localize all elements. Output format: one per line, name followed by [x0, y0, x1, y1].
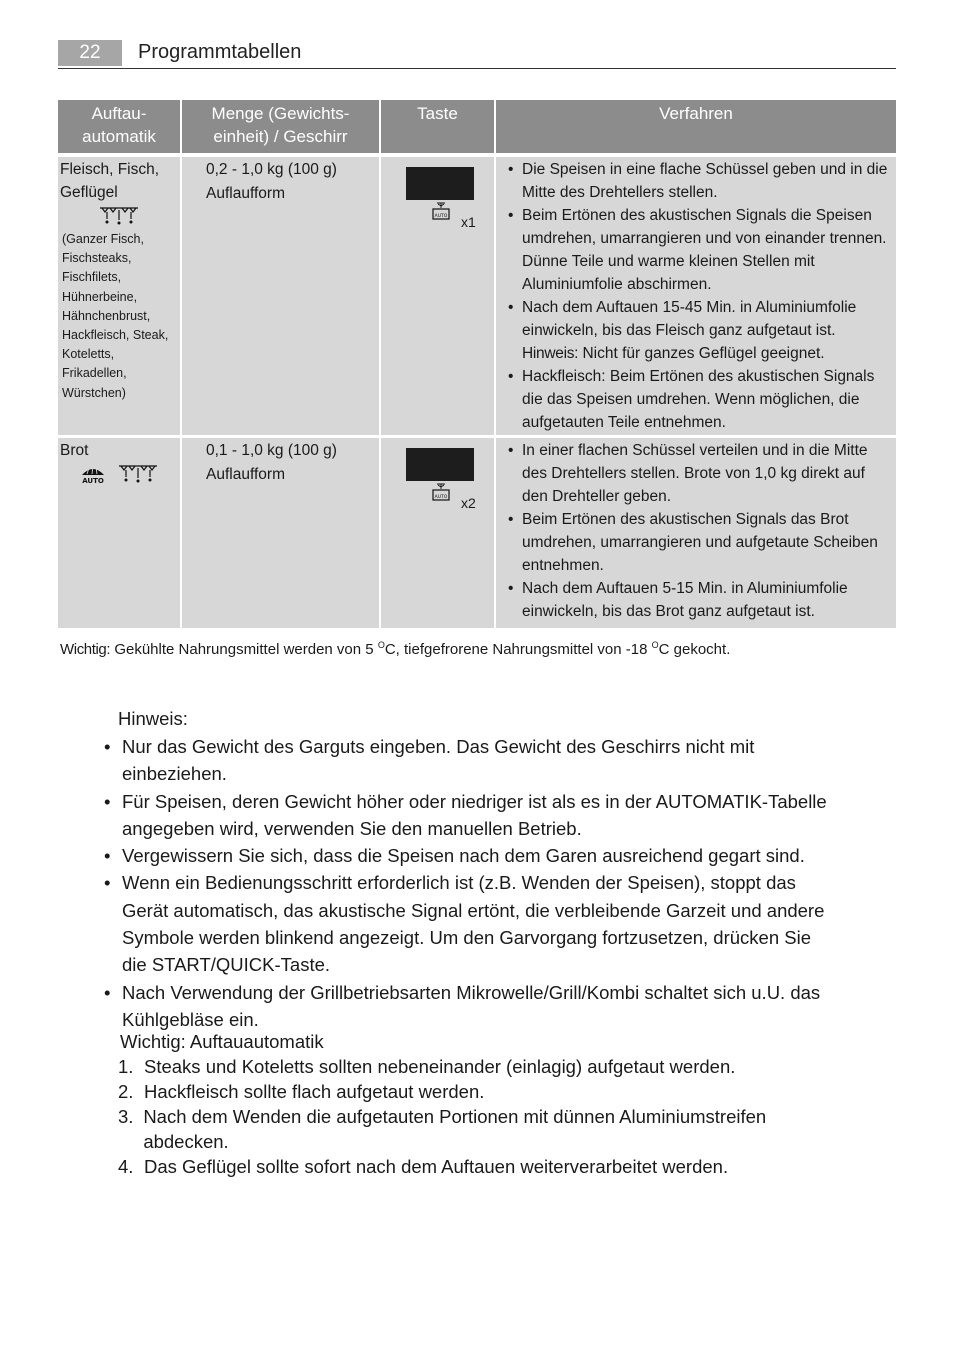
step-text: Nach dem Wenden die aufgetauten Portionen mit dünnen Aluminiumstreifen abdecken.: [143, 1106, 767, 1152]
table-header-row: [58, 100, 896, 153]
icon-row: [58, 462, 180, 484]
list-item: • Nach dem Auftauen 5-15 Min. in Aluminiumfolie einwickeln, bis das Brot ganz aufgetaut ist.: [506, 577, 892, 623]
header-menge: Menge (Gewichts- einheit) / Geschirr: [182, 100, 381, 153]
list-item: • Beim Ertönen des akustischen Signals das Brot umdrehen, umarrangieren und aufgetaute Scheiben entnehmen.: [506, 508, 892, 577]
menge-weight: 0,1 - 1,0 kg (100 g): [206, 442, 337, 459]
degree-sup: O: [377, 640, 385, 650]
svg-text:AUTO: AUTO: [434, 214, 448, 219]
degree-sup: O: [651, 640, 659, 650]
display-icon: [406, 167, 474, 200]
verfahren-list: [496, 157, 896, 434]
step-number: 2.: [118, 1081, 134, 1102]
wichtig-steps: [118, 1054, 838, 1179]
step-text: Das Geflügel sollte sofort nach dem Auftauen weiterverarbeitet werden.: [144, 1156, 729, 1177]
step-text: Hackfleisch sollte flach aufgetaut werden.: [144, 1081, 485, 1102]
auto-defrost-key-icon: [431, 482, 451, 502]
taste-cell: [381, 157, 496, 435]
header-auftauautomatik: Auftau- automatik: [58, 100, 182, 153]
list-item: • Die Speisen in eine flache Schüssel geben und in die Mitte des Drehtellers stellen.: [506, 158, 892, 204]
list-item: • Nach Verwendung der Grillbetriebsarten Mikrowelle/Grill/Kombi schaltet sich u.U. das Kühlgebläse ein.: [100, 979, 830, 1034]
taste-multiplier: x2: [461, 495, 476, 511]
table-row: [58, 438, 896, 628]
icon-row: [58, 204, 180, 226]
auto-defrost-key-icon: [431, 201, 451, 221]
menge-dish: Auflaufform: [206, 185, 285, 202]
wichtig-label: Wichtig:: [120, 1031, 186, 1052]
auto-bread-icon: [78, 462, 108, 484]
footnote-text-a: Gekühlte Nahrungsmittel werden von 5: [110, 641, 378, 658]
page-title: Programmtabellen: [138, 41, 302, 63]
header-taste: Taste: [381, 100, 496, 153]
list-item: • In einer flachen Schüssel verteilen und in die Mitte des Drehtellers stellen. Brote von 1,0 kg direkt auf den Drehteller geben.: [506, 439, 892, 508]
svg-text:AUTO: AUTO: [434, 495, 448, 500]
list-item: [118, 1104, 838, 1154]
hinweis-list: [100, 733, 830, 1033]
taste-multiplier: x1: [461, 214, 476, 230]
table-footnote: [60, 634, 730, 661]
wichtig-subtitle: Auftauautomatik: [185, 1031, 324, 1052]
auto-program-detail: (Ganzer Fisch, Fischsteaks, Fischfilets, Hühnerbeine, Hähnchenbrust, Hackfleisch, Steak, Koteletts, Frikadellen, Würstchen): [62, 232, 169, 400]
footnote-text-c: C gekocht.: [658, 641, 731, 658]
auto-program-name: Fleisch, Fisch, Geflügel: [60, 161, 160, 201]
step-number: 3.: [118, 1106, 134, 1127]
footnote-text-b: C, tiefgefrorene Nahrungsmittel von -18: [384, 641, 652, 658]
step-number: 1.: [118, 1056, 134, 1077]
menge-cell: [182, 438, 381, 628]
note-text: Nicht für ganzes Geflügel geeignet.: [582, 345, 825, 362]
list-item: • Nach dem Auftauen 15-45 Min. in Aluminiumfolie einwickeln, bis das Fleisch ganz aufgetaut ist.: [506, 296, 892, 342]
list-item: • Beim Ertönen des akustischen Signals die Speisen umdrehen, umarrangieren und von einander trennen. Dünne Teile und warme kleinen Stellen mit Aluminiumfolie abschirmen.: [506, 204, 892, 296]
step-text: Steaks und Koteletts sollten nebeneinander (einlagig) aufgetaut werden.: [144, 1056, 736, 1077]
verfahren-note: [506, 342, 892, 365]
menge-weight: 0,2 - 1,0 kg (100 g): [206, 161, 337, 178]
program-table: [58, 100, 896, 628]
svg-text:AUTO: AUTO: [82, 477, 104, 484]
verfahren-cell: [496, 157, 896, 435]
note-label: Hinweis:: [522, 345, 579, 362]
footnote-label: Wichtig:: [60, 641, 111, 658]
hinweis-heading: Hinweis:: [118, 708, 188, 729]
auto-cell: [58, 157, 182, 435]
header-verfahren: Verfahren: [496, 100, 896, 153]
list-item: • Vergewissern Sie sich, dass die Speisen nach dem Garen ausreichend gegart sind.: [100, 842, 830, 869]
step-number: 4.: [118, 1156, 134, 1177]
list-item: • Hackfleisch: Beim Ertönen des akustischen Signals die das Speisen umdrehen. Wenn möglichen, die aufgetauten Teile entnehmen.: [506, 365, 892, 434]
auto-program-name: Brot: [60, 442, 89, 459]
menge-dish: Auflaufform: [206, 466, 285, 483]
table-row: [58, 157, 896, 435]
defrost-icon: [97, 204, 141, 226]
list-item: [118, 1079, 838, 1104]
page-number: 22: [58, 40, 122, 66]
list-item: • Für Speisen, deren Gewicht höher oder niedriger ist als es in der AUTOMATIK-Tabelle angegeben wird, verwenden Sie den manuellen Betrieb.: [100, 788, 830, 843]
defrost-icon: [116, 462, 160, 484]
list-item: • Nur das Gewicht des Garguts eingeben. Das Gewicht des Geschirrs nicht mit einbeziehen.: [100, 733, 830, 788]
header-rule: [58, 68, 896, 69]
verfahren-list: [496, 438, 896, 623]
menge-cell: [182, 157, 381, 435]
verfahren-cell: [496, 438, 896, 628]
list-item: [118, 1054, 838, 1079]
wichtig-heading: [120, 1029, 324, 1055]
display-icon: [406, 448, 474, 481]
list-item: • Wenn ein Bedienungsschritt erforderlich ist (z.B. Wenden der Speisen), stoppt das Gerät automatisch, das akustische Signal ertönt, die verbleibende Garzeit und andere Symbole werden blinkend angezeigt. Um den Garvorgang fortzusetzen, drücken Sie die START/QUICK-Taste.: [100, 869, 830, 978]
auto-cell: [58, 438, 182, 628]
taste-cell: [381, 438, 496, 628]
list-item: [118, 1154, 838, 1179]
